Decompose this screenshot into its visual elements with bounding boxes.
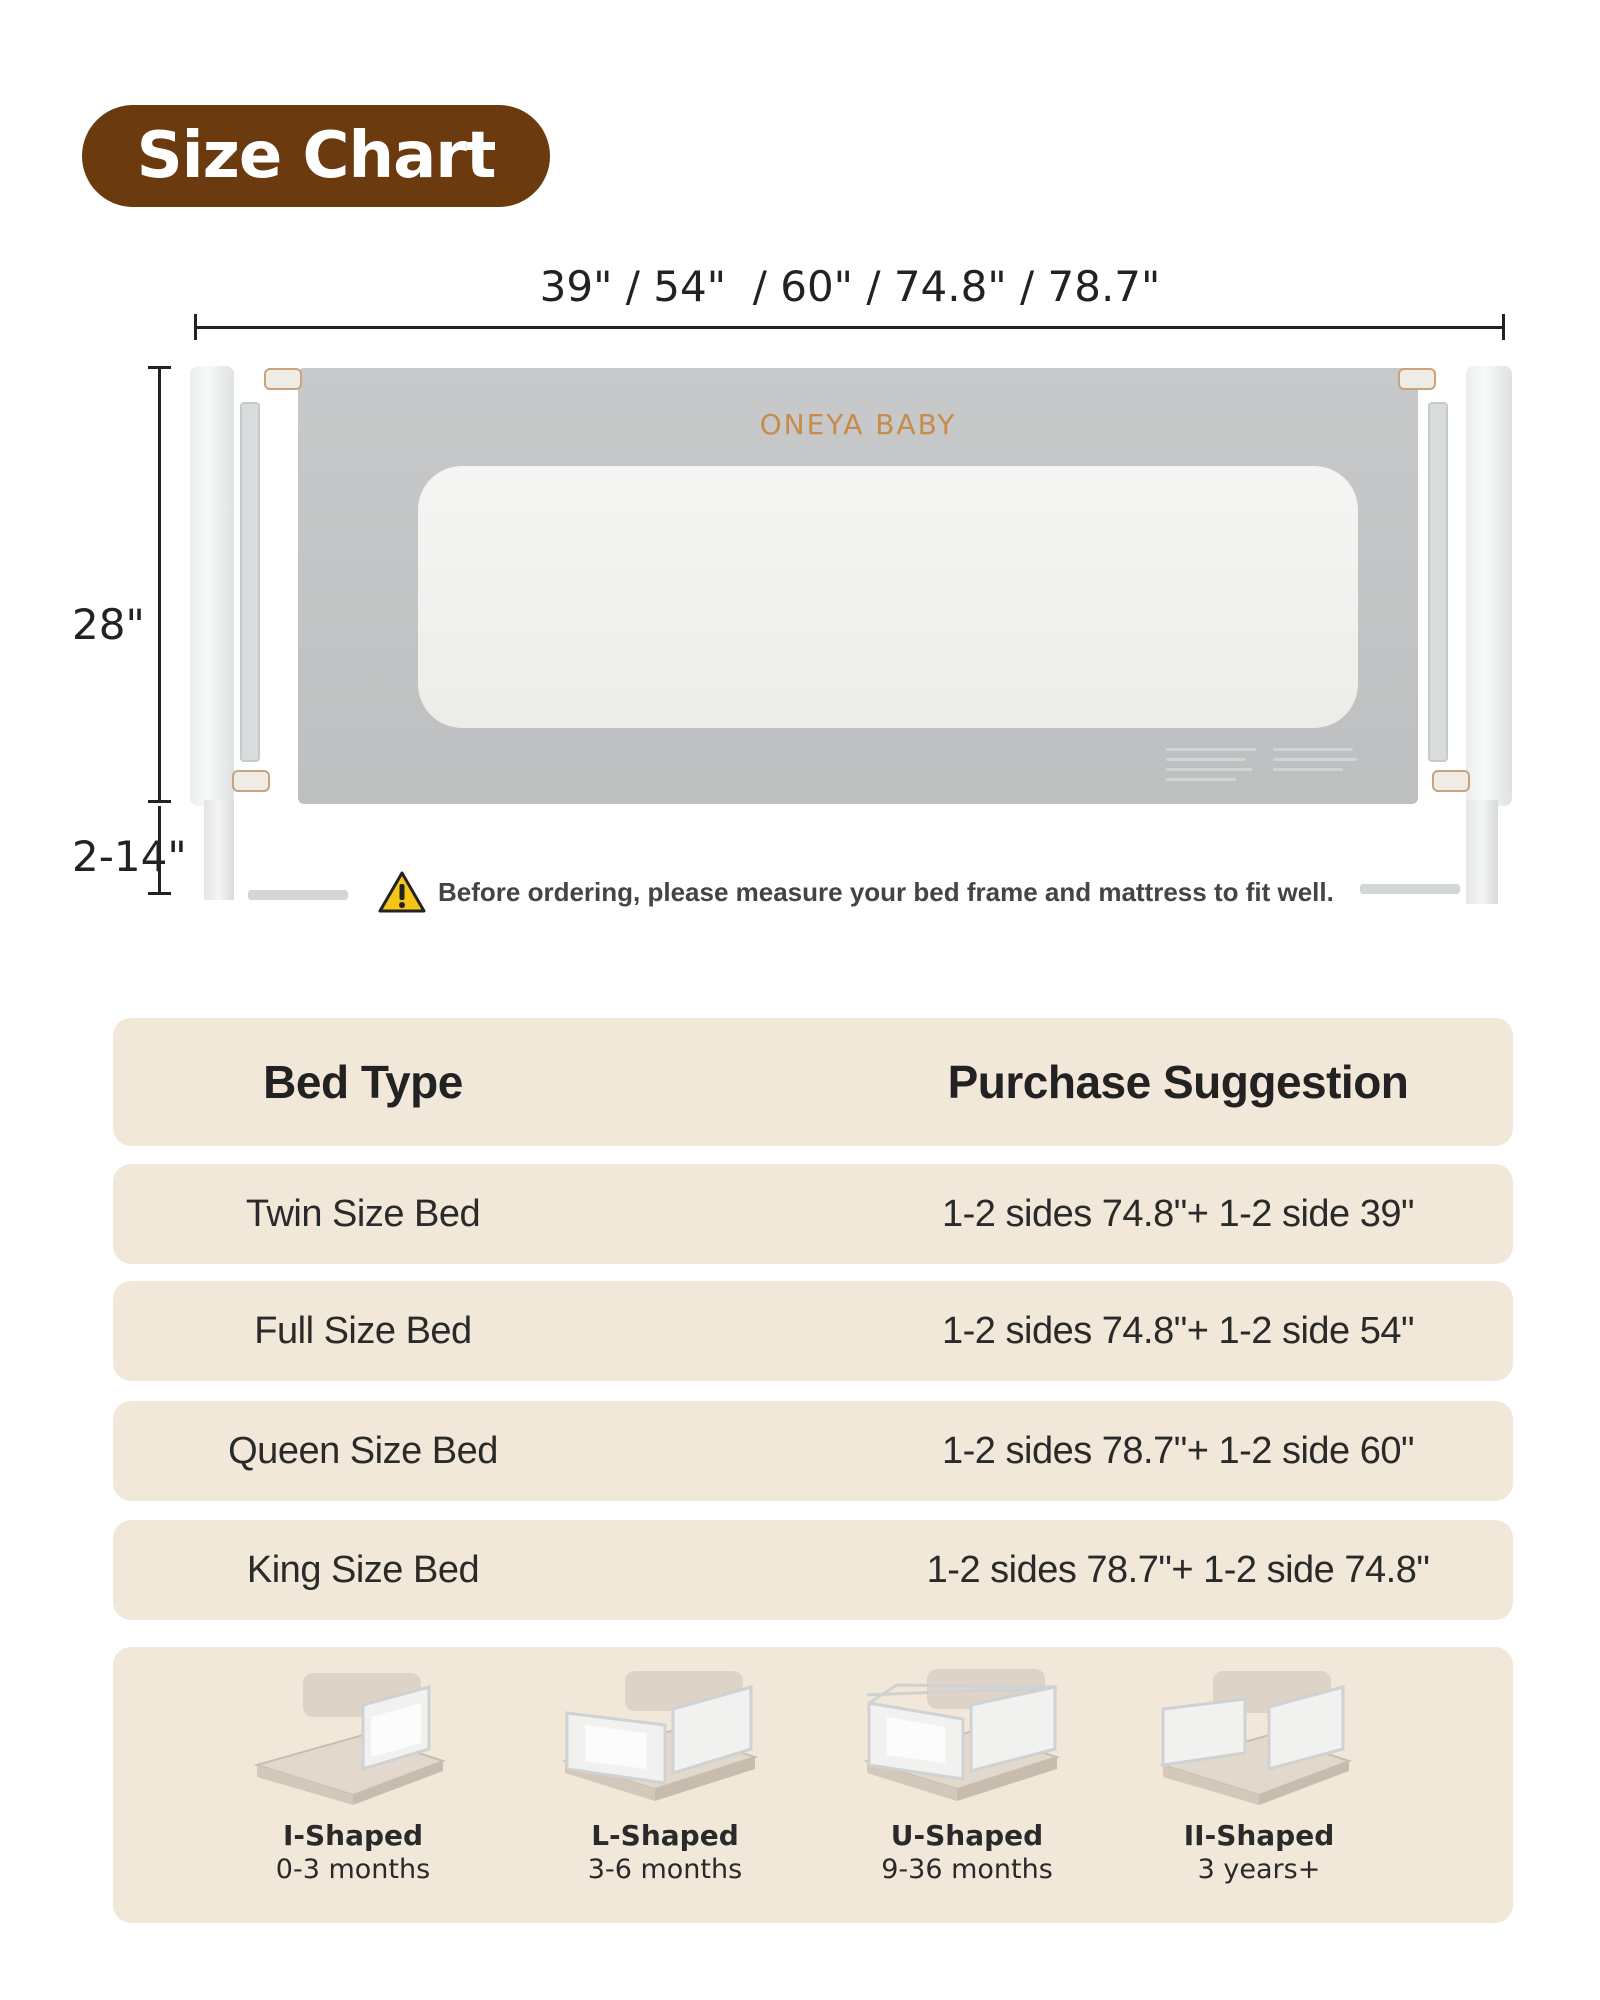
bed-type-cell: Full Size Bed bbox=[254, 1309, 472, 1352]
warning-label-line bbox=[1273, 748, 1353, 751]
right-leg bbox=[1466, 800, 1498, 904]
mesh-window bbox=[418, 466, 1358, 728]
suggestion-cell: 1-2 sides 74.8"+ 1-2 side 54" bbox=[942, 1309, 1414, 1352]
right-foot bbox=[1360, 884, 1460, 894]
rail-fabric-panel bbox=[298, 368, 1418, 804]
shape-option-ii bbox=[1129, 1665, 1389, 1885]
suggestion-cell: 1-2 sides 78.7"+ 1-2 side 74.8" bbox=[926, 1548, 1430, 1591]
height-label: 28" bbox=[72, 600, 145, 649]
top-left-clip bbox=[264, 368, 302, 390]
width-options-label: 39" / 54" / 60" / 74.8" / 78.7" bbox=[539, 262, 1161, 311]
right-post bbox=[1466, 366, 1512, 806]
shape-name: U-Shaped bbox=[890, 1819, 1044, 1852]
right-slide-bar bbox=[1428, 402, 1448, 762]
table-header-row bbox=[113, 1018, 1513, 1146]
table-row bbox=[113, 1164, 1513, 1264]
ii-shaped-bed-icon bbox=[1149, 1665, 1369, 1805]
page-title: Size Chart bbox=[136, 119, 496, 193]
warning-label-line bbox=[1166, 758, 1246, 761]
clearance-label: 2-14" bbox=[72, 832, 187, 881]
bed-type-cell: Queen Size Bed bbox=[228, 1429, 498, 1472]
bed-type-header: Bed Type bbox=[263, 1056, 463, 1108]
height-dimension-cap-top bbox=[148, 366, 171, 369]
brand-logo-text: ONEYA BABY bbox=[759, 408, 957, 441]
top-right-clip bbox=[1398, 368, 1436, 390]
shape-option-i bbox=[223, 1665, 483, 1885]
bottom-left-clip bbox=[232, 770, 270, 792]
installation-shapes-panel bbox=[113, 1647, 1513, 1923]
purchase-suggestion-header: Purchase Suggestion bbox=[947, 1056, 1409, 1108]
width-dimension-line bbox=[195, 326, 1505, 329]
left-foot bbox=[248, 890, 348, 900]
shape-age: 9-36 months bbox=[881, 1854, 1053, 1885]
suggestion-cell: 1-2 sides 78.7"+ 1-2 side 60" bbox=[942, 1429, 1414, 1472]
warning-label-line bbox=[1273, 768, 1343, 771]
clearance-dimension-cap-bottom bbox=[148, 892, 171, 895]
width-dimension-cap-left bbox=[194, 314, 197, 340]
height-dimension-line bbox=[158, 366, 161, 800]
suggestion-cell: 1-2 sides 74.8"+ 1-2 side 39" bbox=[942, 1192, 1414, 1235]
width-dimension-cap-right bbox=[1502, 314, 1505, 340]
shape-name: L-Shaped bbox=[591, 1819, 739, 1852]
l-shaped-bed-icon bbox=[555, 1665, 775, 1805]
warning-text: Before ordering, please measure your bed frame and mattress to fit well. bbox=[438, 876, 1334, 907]
bed-type-cell: Twin Size Bed bbox=[245, 1192, 481, 1235]
shape-name: II-Shaped bbox=[1183, 1819, 1335, 1852]
bed-type-cell: King Size Bed bbox=[246, 1548, 480, 1591]
bottom-right-clip bbox=[1432, 770, 1470, 792]
height-dimension-cap-bottom bbox=[148, 800, 171, 803]
size-chart-title-pill bbox=[82, 105, 550, 207]
left-slide-bar bbox=[240, 402, 260, 762]
table-row bbox=[113, 1281, 1513, 1381]
warning-label-line bbox=[1166, 768, 1252, 771]
table-row bbox=[113, 1401, 1513, 1501]
shape-age: 3-6 months bbox=[587, 1854, 743, 1885]
left-post bbox=[190, 366, 234, 806]
shape-option-l bbox=[535, 1665, 795, 1885]
shape-option-u bbox=[837, 1665, 1097, 1885]
warning-label-line bbox=[1166, 778, 1236, 781]
warning-label-line bbox=[1273, 758, 1357, 761]
bed-rail-illustration bbox=[188, 360, 1513, 910]
warning-label-line bbox=[1166, 748, 1256, 751]
shape-name: I-Shaped bbox=[282, 1819, 424, 1852]
i-shaped-bed-icon bbox=[243, 1665, 463, 1805]
table-row bbox=[113, 1520, 1513, 1620]
shape-age: 0-3 months bbox=[275, 1854, 431, 1885]
left-leg bbox=[204, 800, 234, 900]
warning-triangle-icon bbox=[378, 870, 426, 914]
measurement-warning bbox=[378, 868, 1334, 916]
u-shaped-bed-icon bbox=[857, 1665, 1077, 1805]
shape-age: 3 years+ bbox=[1197, 1854, 1321, 1885]
